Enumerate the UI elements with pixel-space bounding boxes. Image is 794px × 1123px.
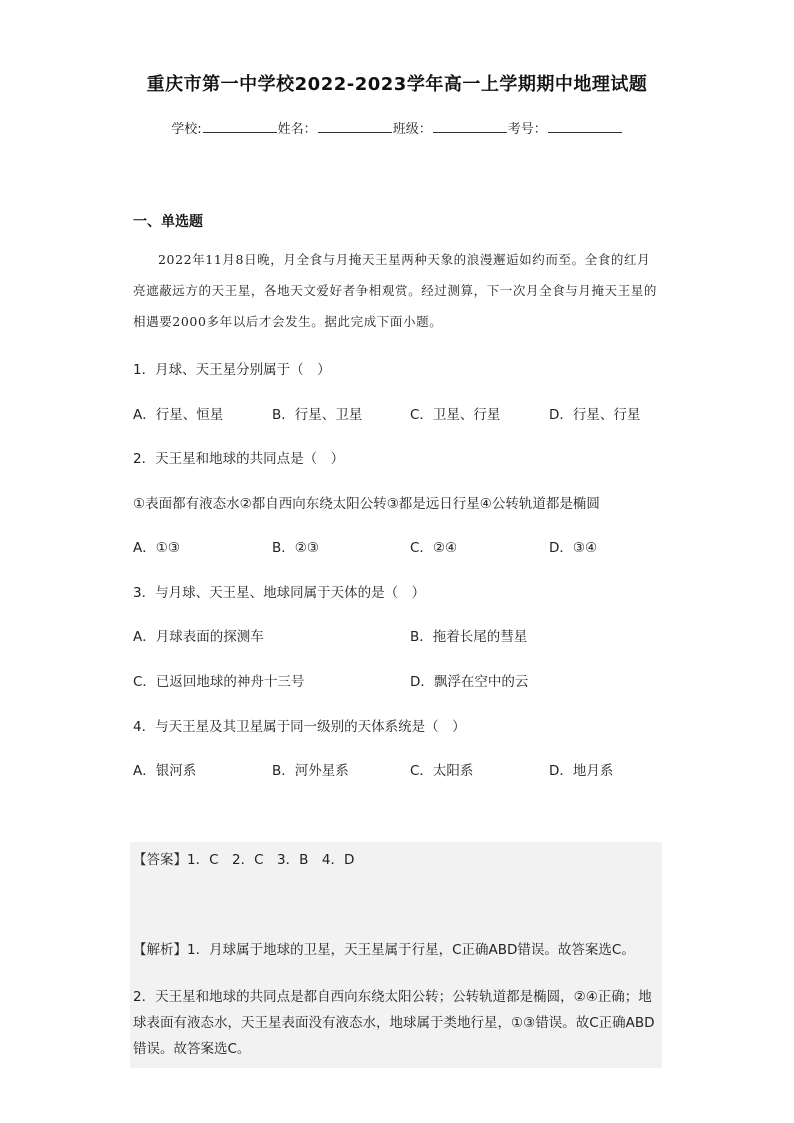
question-1-stem: 1．月球、天王星分别属于（ ） <box>133 362 331 378</box>
q1-option-d: D．行星、行星 <box>549 407 641 423</box>
class-blank <box>433 120 507 133</box>
q4-option-b: B．河外星系 <box>272 763 349 779</box>
q3-option-c: C．已返回地球的神舟十三号 <box>133 674 305 690</box>
q1-option-a: A．行星、恒星 <box>133 407 224 423</box>
school-label: 学校: <box>171 122 202 137</box>
analysis-1: 【解析】1．月球属于地球的卫星，天王星属于行星，C正确ABD错误。故答案选C。 <box>133 942 635 958</box>
q2-option-d: D．③④ <box>549 540 598 556</box>
document-title: 重庆市第一中学校2022-2023学年高一上学期期中地理试题 <box>146 74 648 95</box>
exam-no-label: 考号： <box>507 122 547 137</box>
q4-option-c: C．太阳系 <box>410 763 474 779</box>
question-2-statements: ①表面都有液态水②都自西向东绕太阳公转③都是远日行星④公转轨道都是椭圆 <box>133 496 600 512</box>
school-blank <box>203 120 277 133</box>
q3-option-a: A．月球表面的探测车 <box>133 629 264 645</box>
analysis-block <box>133 984 663 1062</box>
q2-option-a: A．①③ <box>133 540 180 556</box>
answer-key: 【答案】1．C 2．C 3．B 4．D <box>133 852 355 868</box>
q3-option-d: D．飘浮在空中的云 <box>410 674 529 690</box>
q4-option-a: A．银河系 <box>133 763 197 779</box>
q1-option-c: C．卫星、行星 <box>410 407 501 423</box>
question-3-stem: 3．与月球、天王星、地球同属于天体的是（ ） <box>133 585 426 601</box>
reading-passage <box>133 244 663 337</box>
question-4-stem: 4．与天王星及其卫星属于同一级别的天体系统是（ ） <box>133 719 466 735</box>
q2-option-b: B．②③ <box>272 540 319 556</box>
question-2-stem: 2．天王星和地球的共同点是（ ） <box>133 451 345 467</box>
q3-option-b: B．拖着长尾的彗星 <box>410 629 528 645</box>
passage-text: 2022年11月8日晚，月全食与月掩天王星两种天象的浪漫邂逅如约而至。全食的红月亮遮蔽远方的天王星，各地天文爱好者争相观赏。经过测算，下一次月全食与月掩天王星的相遇要2000多年以后才会发生。据此完成下面小题。 <box>133 252 658 329</box>
name-blank <box>318 120 392 133</box>
q1-option-b: B．行星、卫星 <box>272 407 363 423</box>
analysis-2: 2．天王星和地球的共同点是都自西向东绕太阳公转；公转轨道都是椭圆，②④正确；地球表面有液态水，天王星表面没有液态水，地球属于类地行星，①③错误。故C正确ABD错误。故答案选C。 <box>133 989 655 1057</box>
q2-option-c: C．②④ <box>410 540 458 556</box>
section-title: 一、单选题 <box>133 214 203 230</box>
exam-no-blank <box>548 120 622 133</box>
name-label: 姓名： <box>277 122 317 137</box>
class-label: 班级： <box>392 122 432 137</box>
student-info-line <box>0 118 794 137</box>
q4-option-d: D．地月系 <box>549 763 614 779</box>
